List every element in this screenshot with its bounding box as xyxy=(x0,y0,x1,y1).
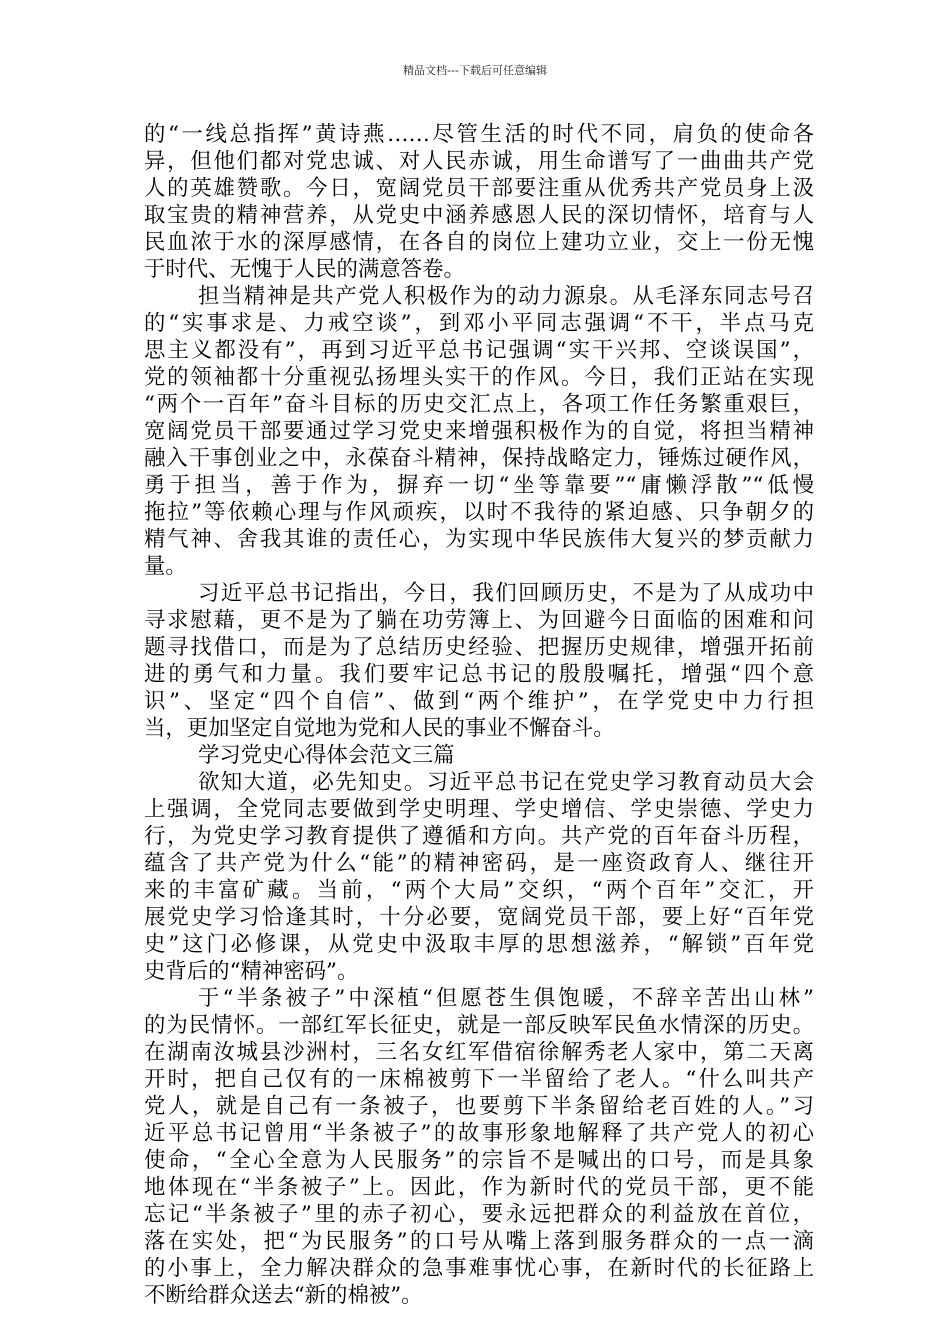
text-line: 于时代、无愧于人民的满意答卷。 xyxy=(144,257,465,282)
paragraph xyxy=(144,121,814,283)
text-line: 融入干事创业之中，永葆奋斗精神，保持战略定力，锤炼过硬作风， xyxy=(144,446,814,471)
text-line: 的“实事求是、力戒空谈”，到邓小平同志强调“不干，半点马克 xyxy=(144,311,814,336)
text-line: 蕴含了共产党为什么“能”的精神密码，是一座资政育人、继往开 xyxy=(144,851,814,876)
text-line: 识”、坚定“四个自信”、做到“两个维护”，在学党史中力行担 xyxy=(144,689,814,714)
paragraph xyxy=(144,769,814,985)
section-heading: 学习党史心得体会范文三篇 xyxy=(198,743,455,768)
text-line: 拖拉”等依赖心理与作风顽疾，以时不我待的紧迫感、只争朝夕的 xyxy=(144,500,814,525)
text-line: 思主义都没有”，再到习近平总书记强调“实干兴邦、空谈误国”， xyxy=(144,338,814,363)
text-line: 当，更加坚定自觉地为党和人民的事业不懈奋斗。 xyxy=(144,716,615,741)
paragraph xyxy=(144,985,814,1309)
text-line: 的小事上，全力解决群众的急事难事忧心事，在新时代的长征路上 xyxy=(144,1256,814,1281)
text-line: 担当精神是共产党人积极作为的动力源泉。从毛泽东同志号召 xyxy=(198,284,814,309)
text-line: 寻求慰藉，更不是为了躺在功劳簿上、为回避今日面临的困难和问 xyxy=(144,608,814,633)
text-line: 异，但他们都对党忠诚、对人民赤诚，用生命谱写了一曲曲共产党 xyxy=(144,149,814,174)
text-line: 欲知大道，必先知史。习近平总书记在党史学习教育动员大会 xyxy=(198,770,814,795)
text-line: 民血浓于水的深厚感情，在各自的岗位上建功立业，交上一份无愧 xyxy=(144,230,814,255)
page-header: 精品文档---下载后可任意编辑 xyxy=(403,64,547,77)
text-line: “两个一百年”奋斗目标的历史交汇点上，各项工作任务繁重艰巨， xyxy=(144,392,814,417)
text-line: 地体现在“半条被子”上。因此，作为新时代的党员干部，更不能 xyxy=(144,1175,814,1200)
text-line: 人的英雄赞歌。今日，宽阔党员干部要注重从优秀共产党员身上汲 xyxy=(144,176,814,201)
document-body xyxy=(144,121,814,1309)
paragraph xyxy=(144,283,814,580)
text-line: 取宝贵的精神营养，从党史中涵养感恩人民的深切情怀，培育与人 xyxy=(144,203,814,228)
text-line: 党人，就是自己有一条被子，也要剪下半条留给老百姓的人。”习 xyxy=(144,1094,814,1119)
text-line: 的“一线总指挥”黄诗燕……尽管生活的时代不同，肩负的使命各 xyxy=(144,122,814,147)
text-line: 勇于担当，善于作为，摒弃一切“坐等靠要”“庸懒浮散”“低慢 xyxy=(144,473,814,498)
text-line: 使命，“全心全意为人民服务”的宗旨不是喊出的口号，而是具象 xyxy=(144,1148,814,1173)
text-line: 上强调，全党同志要做到学史明理、学史增信、学史崇德、学史力 xyxy=(144,797,814,822)
text-line: 在湖南汝城县沙洲村，三名女红军借宿徐解秀老人家中，第二天离 xyxy=(144,1040,814,1065)
text-line: 落在实处，把“为民服务”的口号从嘴上落到服务群众的一点一滴 xyxy=(144,1229,814,1254)
text-line: 来的丰富矿藏。当前，“两个大局”交织，“两个百年”交汇，开 xyxy=(144,878,814,903)
text-line: 开时，把自己仅有的一床棉被剪下一半留给了老人。“什么叫共产 xyxy=(144,1067,814,1092)
text-line: 史背后的“精神密码”。 xyxy=(144,959,359,984)
text-line: 题寻找借口，而是为了总结历史经验、把握历史规律，增强开拓前 xyxy=(144,635,814,660)
text-line: 忘记“半条被子”里的赤子初心，要永远把群众的利益放在首位， xyxy=(144,1202,814,1227)
text-line: 不断给群众送去“新的棉被”。 xyxy=(144,1283,423,1308)
text-line: 宽阔党员干部要通过学习党史来增强积极作为的自觉，将担当精神 xyxy=(144,419,814,444)
text-line: 精气神、舍我其谁的责任心，为实现中华民族伟大复兴的梦贡献力 xyxy=(144,527,814,552)
text-line: 党的领袖都十分重视弘扬埋头实干的作风。今日，我们正站在实现 xyxy=(144,365,814,390)
text-line: 习近平总书记指出，今日，我们回顾历史，不是为了从成功中 xyxy=(198,581,814,606)
paragraph xyxy=(144,580,814,742)
text-line: 史”这门必修课，从党史中汲取丰厚的思想滋养，“解锁”百年党 xyxy=(144,932,814,957)
text-line: 展党史学习恰逢其时，十分必要，宽阔党员干部，要上好“百年党 xyxy=(144,905,814,930)
text-line: 的为民情怀。一部红军长征史，就是一部反映军民鱼水情深的历史。 xyxy=(144,1013,814,1038)
text-line: 近平总书记曾用“半条被子”的故事形象地解释了共产党人的初心 xyxy=(144,1121,814,1146)
text-line: 量。 xyxy=(144,554,187,579)
text-line: 于“半条被子”中深植“但愿苍生俱饱暖，不辞辛苦出山林” xyxy=(198,986,814,1011)
text-line: 行，为党史学习教育提供了遵循和方向。共产党的百年奋斗历程， xyxy=(144,824,814,849)
text-line: 进的勇气和力量。我们要牢记总书记的殷殷嘱托，增强“四个意 xyxy=(144,662,814,687)
